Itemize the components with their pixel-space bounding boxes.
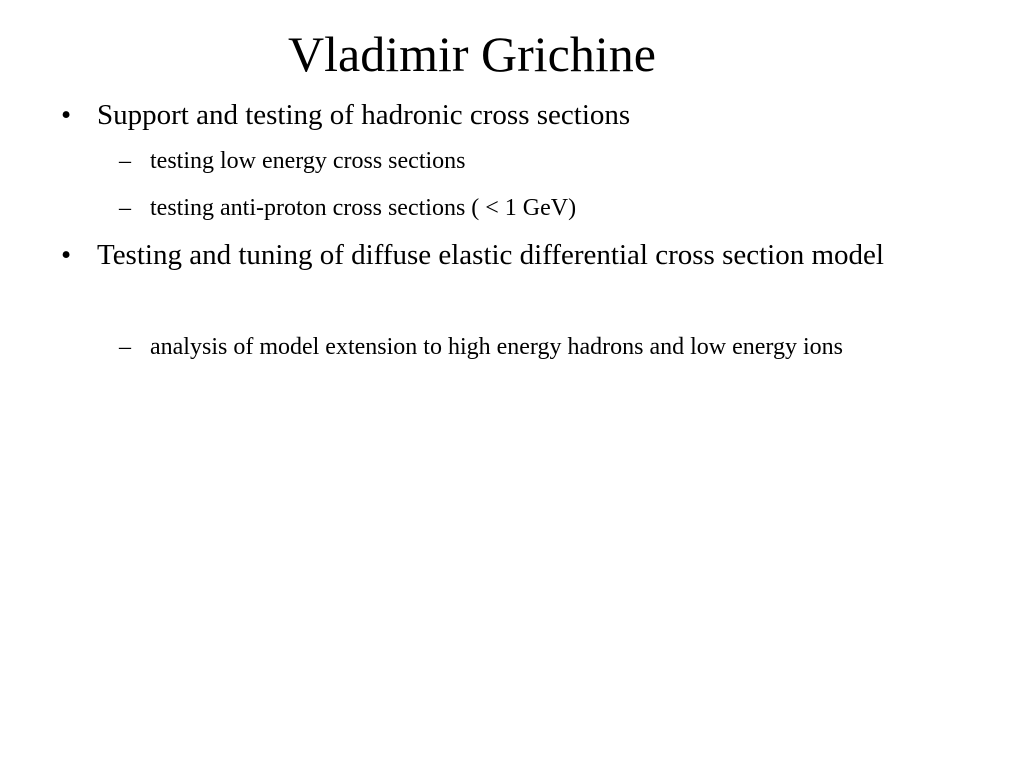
sub-item-1-2 (119, 192, 950, 224)
bullet-item-1-text: Support and testing of hadronic cross sections (97, 99, 631, 131)
sub-item-1-1-text: testing low energy cross sections (150, 148, 466, 174)
sub-item-1-2-text: testing anti-proton cross sections ( < 1 GeV) (150, 195, 577, 221)
slide-title: Vladimir Grichine (288, 26, 656, 82)
sub-item-2-1-text: analysis of model extension to high energy hadrons and low energy ions (150, 334, 843, 360)
bullet-marker: • (61, 99, 72, 131)
bullet-marker: • (61, 239, 72, 271)
sub-item-1-1 (119, 145, 950, 177)
sub-bullet-marker: – (119, 334, 131, 360)
sub-bullet-marker: – (119, 148, 131, 174)
bullet-item-2 (61, 236, 957, 274)
bullet-item-1 (61, 96, 957, 134)
sub-item-2-1 (119, 331, 950, 363)
bullet-item-2-text: Testing and tuning of diffuse elastic differential cross section model (97, 239, 884, 271)
sub-bullet-marker: – (119, 195, 131, 221)
